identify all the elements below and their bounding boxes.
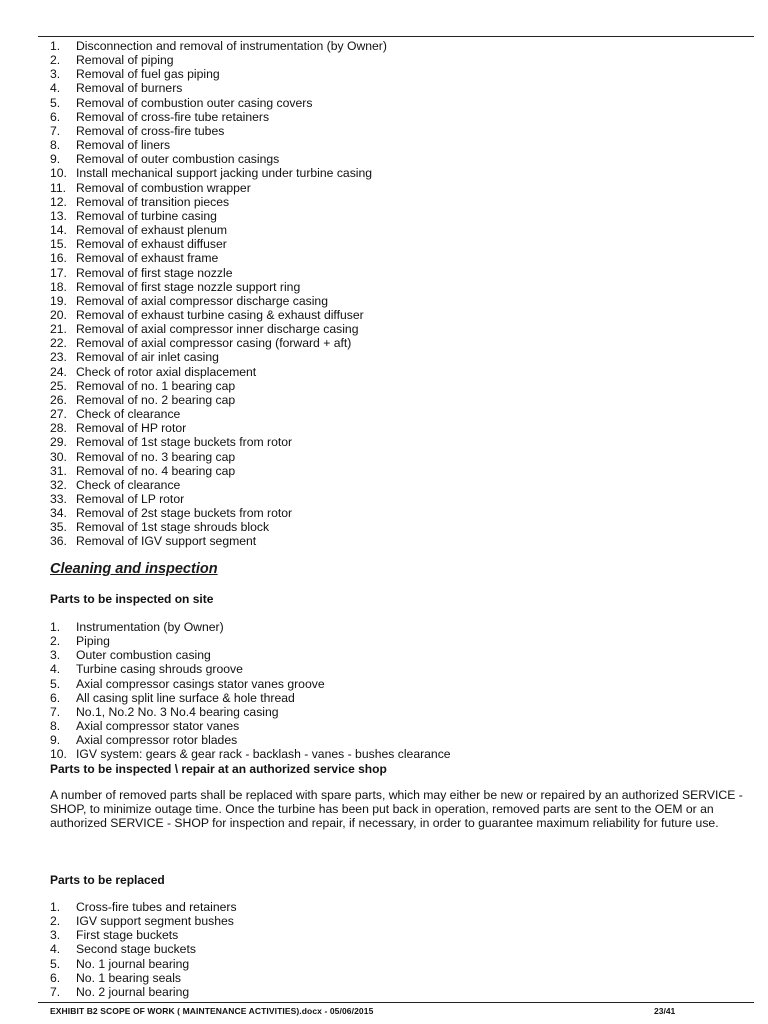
list-item-text: No. 1 journal bearing — [76, 956, 190, 971]
list-item-number: 7. — [50, 123, 61, 138]
list-item — [50, 195, 387, 209]
list-item-text: No. 2 journal bearing — [76, 984, 190, 999]
list-item — [50, 209, 387, 223]
list-item — [50, 294, 387, 308]
list-item — [50, 81, 387, 95]
list-item-number: 4. — [50, 662, 61, 677]
list-item — [50, 719, 451, 733]
list-item-number: 10. — [50, 747, 67, 762]
list-item-text: Removal of burners — [76, 81, 183, 96]
list-item — [50, 520, 387, 534]
list-item-number: 31. — [50, 463, 67, 478]
bottom-divider — [38, 1002, 754, 1003]
list-item-text: Removal of axial compressor discharge casing — [76, 293, 328, 308]
list-item-number: 2. — [50, 53, 61, 68]
parts-replaced-list — [50, 900, 237, 999]
list-item — [50, 407, 387, 421]
list-item — [50, 365, 387, 379]
list-item-number: 8. — [50, 719, 61, 734]
list-item-number: 6. — [50, 690, 61, 705]
list-item-number: 12. — [50, 194, 67, 209]
list-item-text: First stage buckets — [76, 928, 179, 943]
list-item-number: 16. — [50, 251, 67, 266]
list-item-text: Removal of exhaust plenum — [76, 223, 228, 238]
list-item-number: 1. — [50, 620, 61, 634]
list-item-number: 2. — [50, 634, 61, 649]
list-item — [50, 266, 387, 280]
top-divider — [38, 36, 754, 37]
list-item-text: Removal of exhaust frame — [76, 251, 219, 266]
list-item — [50, 336, 387, 350]
list-item — [50, 138, 387, 152]
list-item-text: Removal of no. 1 bearing cap — [76, 378, 236, 393]
list-item-number: 5. — [50, 676, 61, 691]
list-item-text: Removal of liners — [76, 138, 171, 153]
list-item — [50, 985, 237, 999]
list-item-number: 4. — [50, 81, 61, 96]
list-item-number: 20. — [50, 307, 67, 322]
list-item-number: 10. — [50, 166, 67, 181]
list-item-text: Removal of turbine casing — [76, 208, 217, 223]
parts-replaced-heading: Parts to be replaced — [50, 873, 165, 887]
list-item-text: Removal of cross-fire tube retainers — [76, 109, 270, 124]
list-item-text: Removal of combustion wrapper — [76, 180, 251, 195]
list-item-number: 36. — [50, 534, 67, 549]
list-item-number: 9. — [50, 733, 61, 748]
list-item-number: 6. — [50, 109, 61, 124]
list-item-number: 3. — [50, 928, 61, 943]
list-item-text: Removal of fuel gas piping — [76, 67, 220, 82]
list-item-text: Check of clearance — [76, 477, 181, 492]
onsite-inspection-heading: Parts to be inspected on site — [50, 592, 214, 606]
list-item — [50, 914, 237, 928]
list-item-number: 13. — [50, 208, 67, 223]
list-item — [50, 237, 387, 251]
list-item — [50, 478, 387, 492]
list-item-text: Removal of IGV support segment — [76, 534, 257, 549]
list-item — [50, 648, 451, 662]
list-item — [50, 971, 237, 985]
list-item-text: Removal of exhaust diffuser — [76, 237, 227, 252]
list-item-text: Removal of axial compressor casing (forward + aft) — [76, 336, 352, 351]
list-item-number: 29. — [50, 435, 67, 450]
list-item-text: No.1, No.2 No. 3 No.4 bearing casing — [76, 704, 279, 719]
list-item-text: Removal of exhaust turbine casing & exhaust diffuser — [76, 307, 364, 322]
list-item-text: Second stage buckets — [76, 942, 196, 957]
list-item — [50, 492, 387, 506]
list-item-number: 35. — [50, 520, 67, 535]
list-item — [50, 280, 387, 294]
list-item-text: Removal of first stage nozzle — [76, 265, 233, 280]
list-item-number: 26. — [50, 392, 67, 407]
list-item-text: Turbine casing shrouds groove — [76, 662, 243, 677]
list-item-text: Removal of piping — [76, 53, 174, 68]
list-item-text: Check of clearance — [76, 407, 181, 422]
list-item — [50, 435, 387, 449]
list-item-number: 1. — [50, 39, 61, 53]
list-item — [50, 534, 387, 548]
list-item-number: 15. — [50, 237, 67, 252]
service-shop-paragraph: A number of removed parts shall be replaced with spare parts, which may either be new or repaired by an authorized SERVICE - SHOP, to minimize outage time. Once the turbine has been put back in operation, removed parts are sent to the OEM or an authorized SERVICE - SHOP for inspection and repair, if necessary, in order to guarantee maximum reliability for future use. — [50, 788, 743, 831]
list-item — [50, 124, 387, 138]
list-item-text: Axial compressor stator vanes — [76, 719, 240, 734]
onsite-inspection-list — [50, 620, 451, 762]
list-item-text: All casing split line surface & hole thread — [76, 690, 295, 705]
list-item-text: Outer combustion casing — [76, 648, 211, 663]
list-item — [50, 322, 387, 336]
list-item — [50, 110, 387, 124]
list-item-text: IGV system: gears & gear rack - backlash - vanes - bushes clearance — [76, 747, 451, 762]
removal-steps-list — [50, 39, 387, 549]
list-item-text: Removal of no. 3 bearing cap — [76, 449, 236, 464]
list-item-number: 23. — [50, 350, 67, 365]
list-item-number: 17. — [50, 265, 67, 280]
list-item — [50, 705, 451, 719]
list-item — [50, 620, 451, 634]
list-item-number: 25. — [50, 378, 67, 393]
list-item-number: 32. — [50, 477, 67, 492]
list-item-number: 8. — [50, 138, 61, 153]
section-title-cleaning: Cleaning and inspection — [50, 561, 218, 577]
list-item — [50, 223, 387, 237]
list-item-number: 34. — [50, 506, 67, 521]
list-item — [50, 181, 387, 195]
list-item-text: Removal of first stage nozzle support ring — [76, 279, 301, 294]
list-item-number: 30. — [50, 449, 67, 464]
list-item — [50, 942, 237, 956]
list-item-number: 6. — [50, 970, 61, 985]
list-item-text: Removal of transition pieces — [76, 194, 230, 209]
list-item — [50, 96, 387, 110]
list-item-number: 22. — [50, 336, 67, 351]
list-item-text: Removal of LP rotor — [76, 492, 185, 506]
list-item-number: 27. — [50, 407, 67, 422]
list-item — [50, 677, 451, 691]
list-item-text: Removal of combustion outer casing covers — [76, 95, 313, 110]
list-item-text: Cross-fire tubes and retainers — [76, 900, 237, 914]
list-item — [50, 634, 451, 648]
list-item-number: 7. — [50, 984, 61, 999]
list-item-number: 5. — [50, 95, 61, 110]
list-item — [50, 152, 387, 166]
list-item-text: Removal of HP rotor — [76, 421, 187, 436]
list-item — [50, 379, 387, 393]
list-item-number: 19. — [50, 293, 67, 308]
list-item — [50, 251, 387, 265]
list-item-text: Piping — [76, 634, 110, 649]
list-item-number: 3. — [50, 648, 61, 663]
list-item-text: Install mechanical support jacking under turbine casing — [76, 166, 373, 181]
list-item-number: 11. — [50, 180, 67, 195]
list-item-number: 3. — [50, 67, 61, 82]
list-item — [50, 691, 451, 705]
list-item-text: Removal of outer combustion casings — [76, 152, 280, 167]
list-item — [50, 928, 237, 942]
list-item-number: 5. — [50, 956, 61, 971]
list-item — [50, 393, 387, 407]
list-item-number: 4. — [50, 942, 61, 957]
list-item-text: Removal of 1st stage shrouds block — [76, 520, 270, 535]
list-item — [50, 662, 451, 676]
list-item — [50, 308, 387, 322]
list-item-text: IGV support segment bushes — [76, 914, 234, 929]
list-item — [50, 450, 387, 464]
list-item — [50, 957, 237, 971]
service-shop-heading: Parts to be inspected \ repair at an authorized service shop — [50, 762, 387, 776]
list-item-text: Removal of axial compressor inner discharge casing — [76, 322, 359, 337]
list-item — [50, 421, 387, 435]
footer-page-number: 23/41 — [654, 1006, 676, 1016]
list-item-number: 7. — [50, 704, 61, 719]
list-item-text: Removal of cross-fire tubes — [76, 123, 225, 138]
list-item-number: 9. — [50, 152, 61, 167]
list-item-number: 33. — [50, 492, 67, 506]
list-item — [50, 733, 451, 747]
list-item-number: 28. — [50, 421, 67, 436]
list-item-text: Axial compressor rotor blades — [76, 733, 238, 748]
list-item-text: Removal of 2st stage buckets from rotor — [76, 506, 293, 521]
list-item-text: Check of rotor axial displacement — [76, 364, 257, 379]
list-item-number: 24. — [50, 364, 67, 379]
list-item-text: Removal of air inlet casing — [76, 350, 219, 365]
list-item-number: 1. — [50, 900, 61, 914]
list-item — [50, 350, 387, 364]
list-item-text: Removal of no. 4 bearing cap — [76, 463, 236, 478]
list-item — [50, 506, 387, 520]
list-item — [50, 900, 237, 914]
list-item — [50, 464, 387, 478]
list-item-text: Removal of 1st stage buckets from rotor — [76, 435, 293, 450]
list-item — [50, 53, 387, 67]
list-item — [50, 747, 451, 761]
list-item-text: Removal of no. 2 bearing cap — [76, 392, 236, 407]
list-item-text: Axial compressor casings stator vanes groove — [76, 676, 325, 691]
list-item — [50, 39, 387, 53]
list-item-number: 21. — [50, 322, 67, 337]
list-item — [50, 166, 387, 180]
list-item — [50, 67, 387, 81]
footer-document-name: EXHIBIT B2 SCOPE OF WORK ( MAINTENANCE ACTIVITIES).docx - 05/06/2015 — [50, 1006, 374, 1016]
list-item-text: No. 1 bearing seals — [76, 970, 182, 985]
list-item-number: 14. — [50, 223, 67, 238]
list-item-number: 18. — [50, 279, 67, 294]
list-item-number: 2. — [50, 914, 61, 929]
list-item-text: Instrumentation (by Owner) — [76, 620, 224, 634]
list-item-text: Disconnection and removal of instrumentation (by Owner) — [76, 39, 387, 53]
